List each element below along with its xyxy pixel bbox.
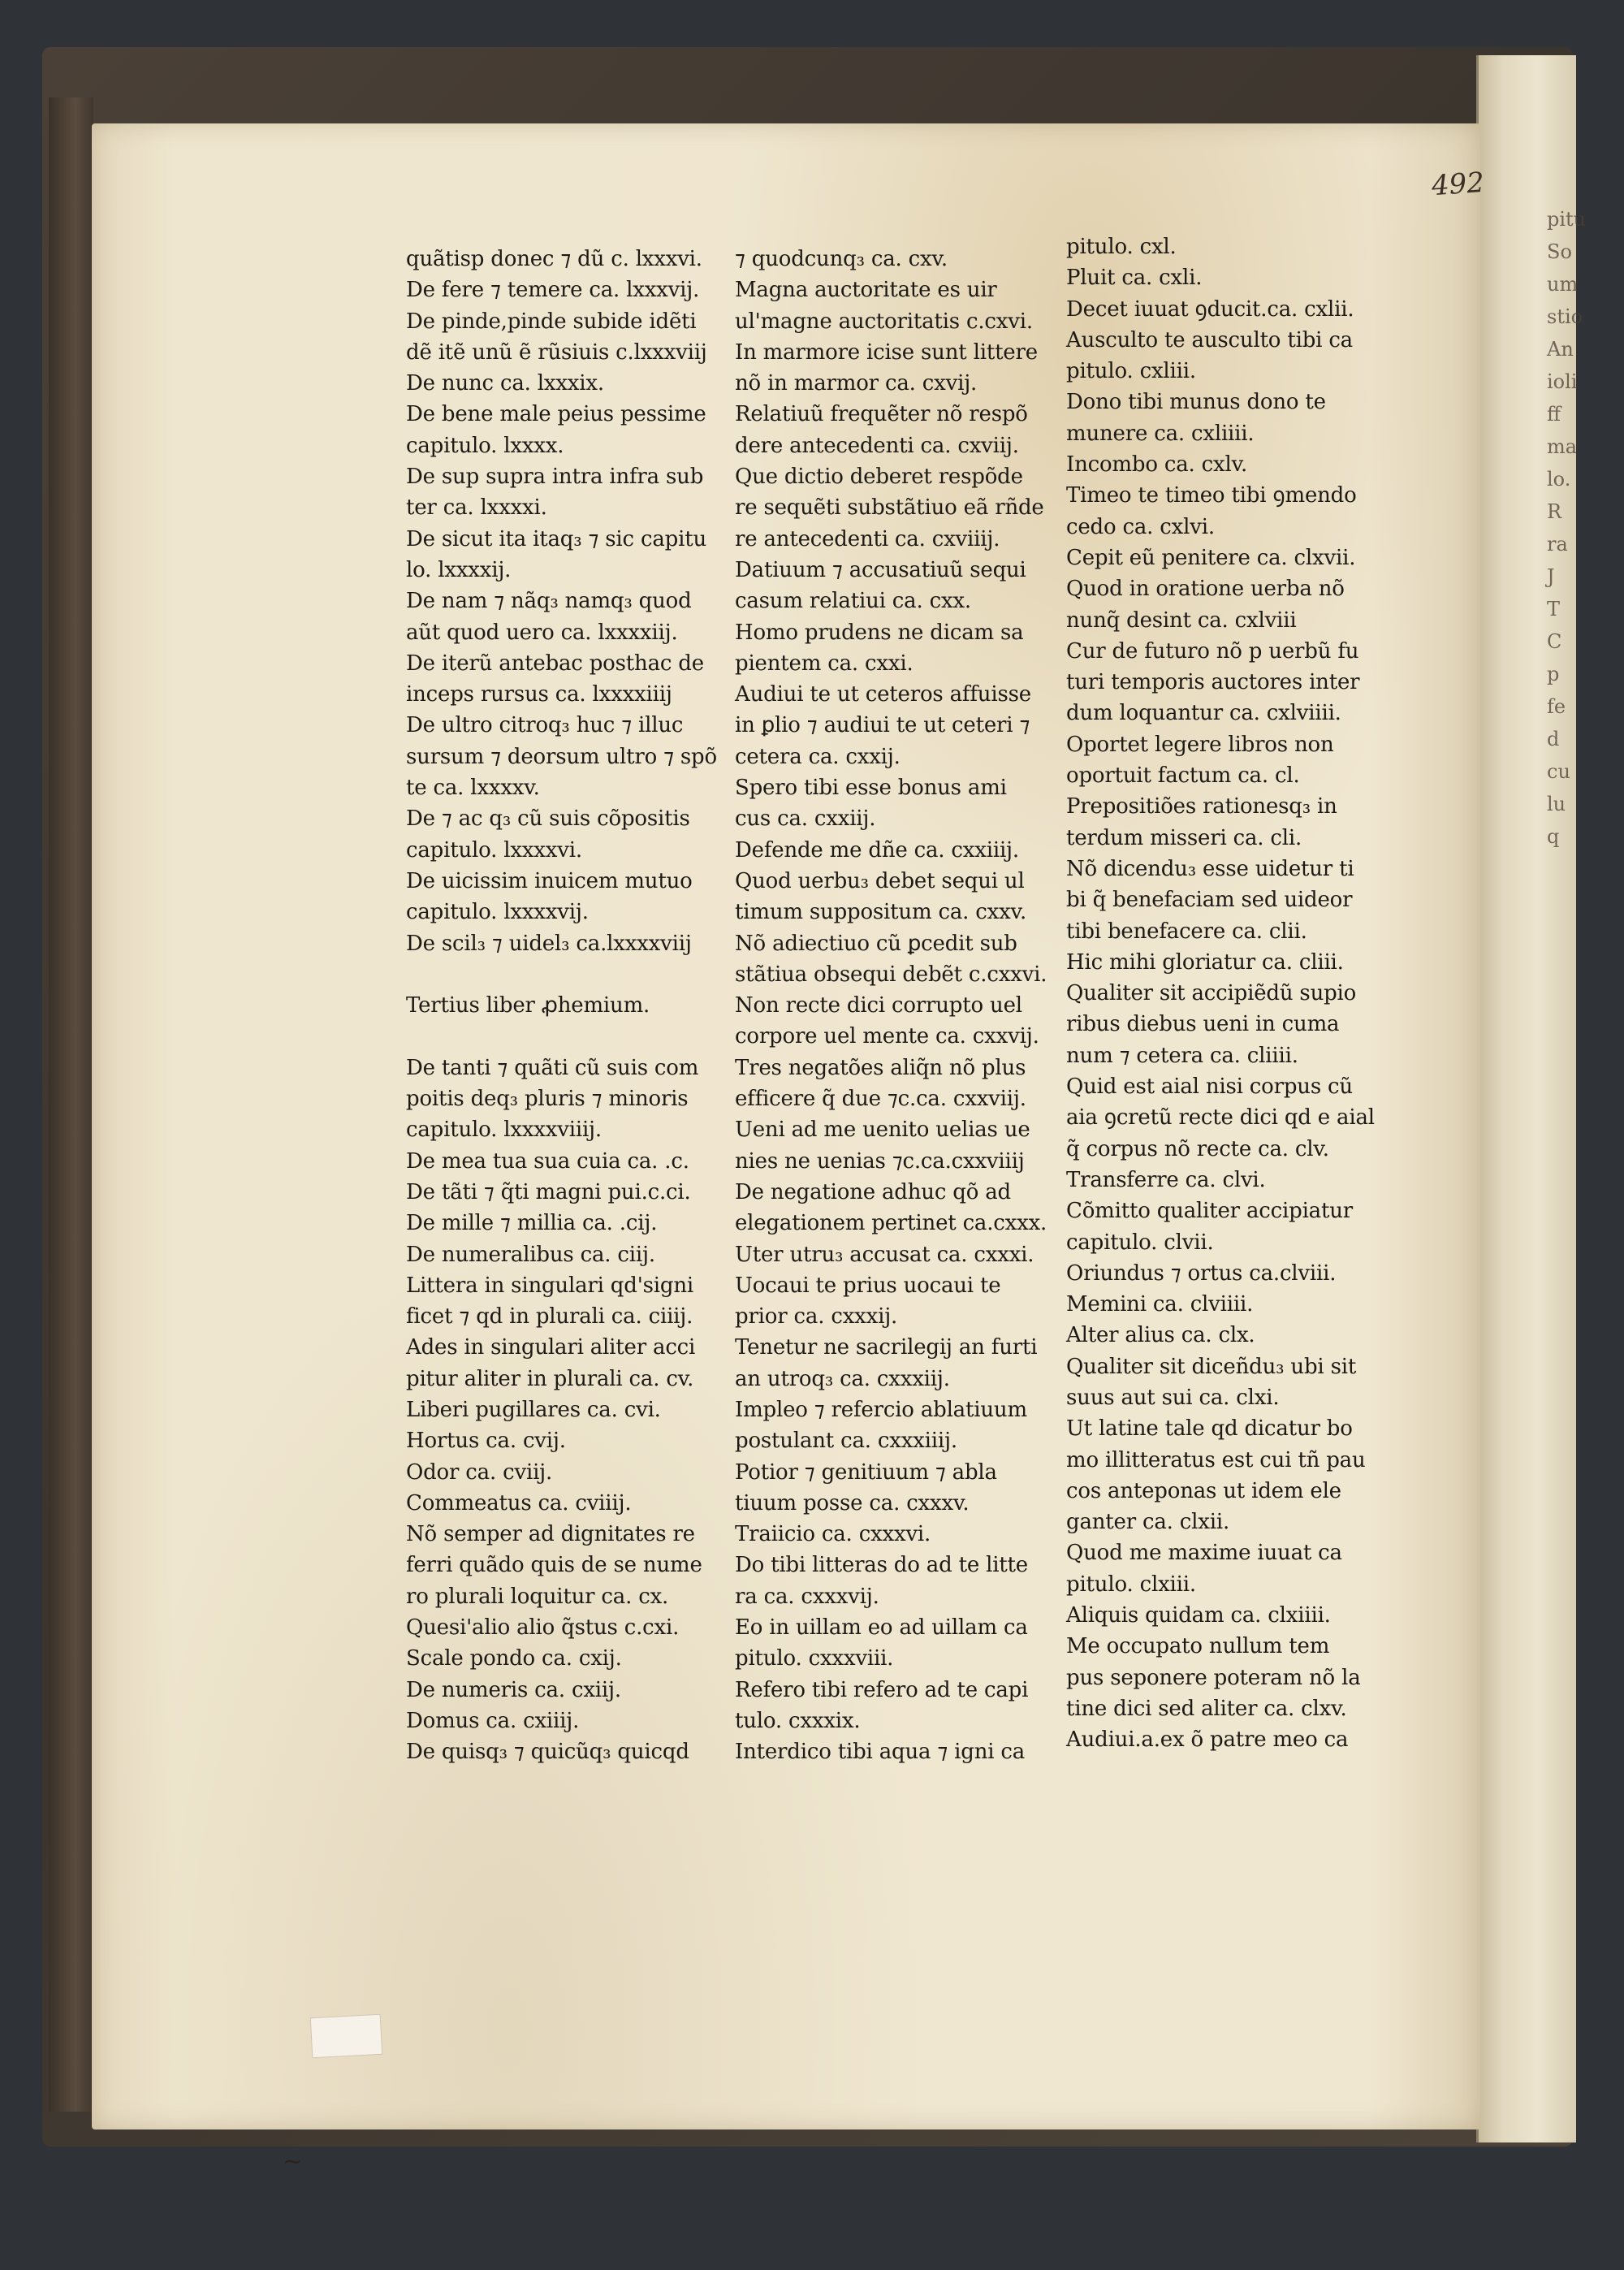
facing-page-letter: um [1547,273,1579,296]
index-entry-line: De fere ⁊ temere ca. lxxxvij. [406,278,700,303]
index-entry-line: De nam ⁊ nãq₃ namq₃ quod [406,589,692,614]
index-entry-line: De ⁊ ac q₃ cũ suis cõpositis [406,806,690,832]
index-entry-line: Homo prudens ne dicam sa [735,620,1024,645]
index-entry-line: Uocaui te prius uocaui te [735,1273,1001,1298]
index-entry-line: De sup supra intra infra sub [406,465,704,490]
index-entry-line: pientem ca. cxxi. [735,651,914,676]
blank-line [406,959,715,990]
index-entry-line: Pluit ca. cxli. [1066,266,1203,291]
facing-page-letter: d [1547,728,1560,750]
facing-page-letter: lo. [1547,468,1571,491]
index-entry-line: De mea tua sua cuia ca. .c. [406,1148,689,1174]
binding-leather-edge [49,97,93,2112]
index-entry-line: bi q̃ benefaciam sed uideor [1066,888,1353,913]
index-entry-line: Me occupato nullum tem [1066,1634,1330,1659]
index-entry-line: Oportet legere libros non [1066,732,1334,757]
index-column-1 [406,244,715,1768]
index-entry-line: Ueni ad me uenito uelias ue [735,1118,1030,1143]
index-entry-line: dẽ itẽ unũ ẽ rũsiuis c.lxxxviij [406,339,707,365]
facing-page-letter: ioli [1547,370,1578,393]
index-entry-line: capitulo. lxxxx. [406,433,564,458]
index-entry-line: Que dictio deberet respõde [735,465,1023,490]
index-entry-line: an utroq₃ ca. cxxxiij. [735,1366,950,1391]
index-entry-line: in ꝑlio ⁊ audiui te ut ceteri ⁊ [735,713,1030,738]
facing-page-letter: stio [1547,305,1583,328]
index-entry-line: Quod me maxime iuuat ca [1066,1541,1342,1566]
index-entry-line: capitulo. clvii. [1066,1230,1214,1255]
index-entry-line: cos anteponas ut idem ele [1066,1478,1341,1503]
index-entry-line: Spero tibi esse bonus ami [735,776,1007,801]
folio-number: 492 [1430,166,1486,203]
index-entry-line: Traiicio ca. cxxxvi. [735,1522,931,1547]
index-entry-line: capitulo. lxxxxviiij. [406,1118,602,1143]
index-entry-line: ra ca. cxxxvij. [735,1584,879,1609]
index-entry-line: oportuit factum ca. cl. [1066,763,1300,789]
index-entry-line: dere antecedenti ca. cxviij. [735,433,1019,458]
index-entry-line: Quid est aial nisi corpus cũ [1066,1074,1353,1100]
index-entry-line: Non recte dici corrupto uel [735,993,1022,1018]
facing-page-letter: ra [1547,533,1568,556]
index-entry-line: capitulo. lxxxxvij. [406,900,589,925]
index-entry-line: Nõ adiectiuo cũ ꝑcedit sub [735,931,1017,956]
index-entry-line: Hortus ca. cvij. [406,1429,566,1454]
index-entry-line: mo illitteratus est cui tñ pau [1066,1447,1366,1472]
index-entry-line: Commeatus ca. cviiij. [406,1490,632,1515]
index-entry-line: lo. lxxxxij. [406,557,512,582]
index-entry-line: nõ in marmor ca. cxvij. [735,371,978,396]
index-entry-line: Hic mihi gloriatur ca. cliii. [1066,949,1344,975]
index-entry-line: pitur aliter in plurali ca. cv. [406,1366,694,1391]
facing-page-letter: ma [1547,435,1578,458]
index-entry-line: q̃ corpus nõ recte ca. clv. [1066,1136,1329,1161]
index-entry-line: De quisq₃ ⁊ quicũq₃ quicqd [406,1740,689,1765]
index-entry-line: ribus diebus ueni in cuma [1066,1012,1340,1037]
index-entry-line: Qualiter sit accipiẽdũ supio [1066,981,1357,1006]
index-entry-line: Cepit eũ penitere ca. clxvii. [1066,545,1356,570]
index-entry-line: De scil₃ ⁊ uidel₃ ca.lxxxxviij [406,931,692,956]
index-entry-line: nies ne uenias ⁊c.ca.cxxviiij [735,1148,1025,1174]
index-entry-line: Dono tibi munus dono te [1066,390,1326,415]
index-entry-line: ganter ca. clxii. [1066,1510,1230,1535]
index-entry-line: re antecedenti ca. cxviiij. [735,526,1000,551]
index-entry-line: pitulo. cxliii. [1066,359,1196,384]
index-entry-line: inceps rursus ca. lxxxxiiij [406,682,672,707]
index-entry-line: ferri quãdo quis de se nume [406,1553,702,1578]
facing-page-letters [1547,203,1612,853]
index-entry-line: munere ca. cxliiii. [1066,421,1255,446]
margin-mark: ~ [283,2147,304,2176]
index-entry-line: Eo in uillam eo ad uillam ca [735,1615,1028,1641]
index-entry-line: De mille ⁊ millia ca. .cij. [406,1211,658,1236]
index-entry-line: Qualiter sit diceñdu₃ ubi sit [1066,1354,1357,1379]
facing-page-letter: cu [1547,760,1570,783]
index-entry-line: De numeralibus ca. ciij. [406,1242,655,1267]
index-entry-line: Scale pondo ca. cxij. [406,1646,622,1671]
index-entry-line: De tãti ⁊ q̃ti magni pui.c.ci. [406,1179,691,1204]
index-entry-line: te ca. lxxxxv. [406,776,540,801]
index-entry-line: De numeris ca. cxiij. [406,1677,621,1702]
facing-page-letter: R [1547,500,1562,523]
index-entry-line: Ades in singulari aliter acci [406,1335,696,1360]
index-entry-line: Quod uerbu₃ debet sequi ul [735,868,1025,893]
index-entry-line: Defende me dñe ca. cxxiiij. [735,837,1019,863]
index-entry-line: Nõ semper ad dignitates re [406,1522,695,1547]
index-entry-line: Quod in oratione uerba nõ [1066,577,1345,602]
index-entry-line: pitulo. clxiii. [1066,1572,1196,1597]
index-entry-line: casum relatiui ca. cxx. [735,589,971,614]
index-entry-line: pitulo. cxxxviii. [735,1646,894,1671]
index-entry-line: Cõmitto qualiter accipiatur [1066,1199,1354,1224]
index-entry-line: Tenetur ne sacrilegij an furti [735,1335,1038,1360]
index-entry-line: Alter alius ca. clx. [1066,1323,1255,1348]
facing-page-letter: T [1547,598,1561,620]
index-entry-line: tulo. cxxxix. [735,1708,861,1733]
index-entry-line: Littera in singulari qd'signi [406,1273,693,1298]
index-entry-line: elegationem pertinet ca.cxxx. [735,1211,1047,1236]
index-entry-line: num ⁊ cetera ca. cliiii. [1066,1043,1298,1068]
index-entry-line: De pinde,pinde subide idẽti [406,309,697,334]
index-entry-line: Do tibi litteras do ad te litte [735,1553,1028,1578]
index-entry-line: De nunc ca. lxxxix. [406,371,604,396]
index-entry-line: Nõ dicendu₃ esse uidetur ti [1066,856,1354,881]
index-entry-line: suus aut sui ca. clxi. [1066,1385,1280,1410]
index-entry-line: efficere q̃ due ⁊c.ca. cxxviij. [735,1087,1026,1112]
index-entry-line: De uicissim inuicem mutuo [406,868,693,893]
index-entry-line: cus ca. cxxiij. [735,806,876,832]
index-entry-line: De ultro citroq₃ huc ⁊ illuc [406,713,684,738]
index-entry-line: Refero tibi refero ad te capi [735,1677,1029,1702]
index-entry-line: ter ca. lxxxxi. [406,495,547,521]
index-entry-line: ficet ⁊ qd in plurali ca. ciiij. [406,1304,693,1330]
index-entry-line: Aliquis quidam ca. clxiiii. [1066,1603,1331,1628]
index-entry-line: Uter utru₃ accusat ca. cxxxi. [735,1242,1034,1267]
facing-page-letter: q [1547,825,1560,848]
index-entry-line: Incombo ca. cxlv. [1066,452,1248,478]
index-entry-line: sursum ⁊ deorsum ultro ⁊ spõ [406,744,717,769]
facing-page-letter: fe [1547,695,1566,718]
index-entry-line: dum loquantur ca. cxlviiii. [1066,701,1341,726]
index-entry-line: Ausculto te ausculto tibi ca [1066,327,1353,352]
index-entry-line: Ut latine tale qd dicatur bo [1066,1416,1353,1442]
index-entry-line: tibi benefacere ca. clii. [1066,919,1307,944]
facing-page-letter: pitu [1547,208,1587,231]
index-entry-line: pitulo. cxl. [1066,235,1177,259]
facing-page-letter: p [1547,663,1560,685]
index-entry-line: tiuum posse ca. cxxxv. [735,1490,970,1515]
index-entry-line: Liberi pugillares ca. cvi. [406,1397,661,1422]
index-entry-line: Impleo ⁊ refercio ablatiuum [735,1397,1027,1422]
index-column-3 [1066,231,1375,1756]
index-entry-line: corpore uel mente ca. cxxvij. [735,1024,1039,1049]
index-entry-line: re sequẽti substãtiuo eã rñde [735,495,1044,521]
index-entry-line: ul'magne auctoritatis c.cxvi. [735,309,1033,334]
index-entry-line: Tres negatões aliq̃n nõ plus [735,1055,1026,1080]
index-entry-line: turi temporis auctores inter [1066,670,1360,695]
index-entry-line: De negatione adhuc qõ ad [735,1179,1011,1204]
facing-page-letter: J [1547,565,1555,588]
index-entry-line: aũt quod uero ca. lxxxxiij. [406,620,678,645]
index-entry-line: Cur de futuro nõ p uerbũ fu [1066,638,1359,664]
facing-page-letter: An [1547,338,1574,361]
index-entry-line: De tanti ⁊ quãti cũ suis com [406,1055,699,1080]
index-entry-line: Transferre ca. clvi. [1066,1167,1266,1192]
index-entry-line: Potior ⁊ genitiuum ⁊ abla [735,1459,997,1485]
index-entry-line: cedo ca. cxlvi. [1066,514,1215,539]
index-entry-line: De iterũ antebac posthac de [406,651,704,676]
index-entry-line: Interdico tibi aqua ⁊ igni ca [735,1740,1026,1765]
facing-page-letter: ff [1547,403,1561,426]
index-entry-line: terdum misseri ca. cli. [1066,825,1302,850]
index-entry-line: Audiui.a.ex õ patre meo ca [1066,1727,1349,1753]
index-entry-line: quãtisp donec ⁊ dũ c. lxxxvi. [406,247,702,271]
index-entry-line: poitis deq₃ pluris ⁊ minoris [406,1087,689,1112]
index-entry-line: In marmore icise sunt littere [735,339,1038,365]
index-entry-line: De bene male peius pessime [406,402,706,427]
index-entry-line: Odor ca. cviij. [406,1459,553,1485]
blank-line [406,1021,715,1052]
index-entry-line: ro plurali loquitur ca. cx. [406,1584,669,1609]
index-entry-line: aia ꝯcretũ recte dici qd e aial [1066,1105,1375,1131]
index-column-2 [735,244,1047,1768]
index-entry-line: Oriundus ⁊ ortus ca.clviii. [1066,1260,1337,1286]
index-entry-line: Datiuum ⁊ accusatiuũ sequi [735,557,1026,582]
index-entry-line: Relatiuũ frequẽter nõ respõ [735,402,1028,427]
facing-page-letter: So [1547,240,1572,263]
index-entry-line: Domus ca. cxiiij. [406,1708,580,1733]
index-entry-line: capitulo. lxxxxvi. [406,837,582,863]
index-entry-line: prior ca. cxxxij. [735,1304,898,1330]
index-entry-line: Prepositiões rationesq₃ in [1066,794,1337,819]
index-entry-line: Timeo te timeo tibi ꝯmendo [1066,483,1357,508]
index-entry-line: cetera ca. cxxij. [735,744,901,769]
index-entry-line: ⁊ quodcunq₃ ca. cxv. [735,247,948,271]
index-entry-line: postulant ca. cxxxiiij. [735,1429,957,1454]
index-entry-line: De sicut ita itaq₃ ⁊ sic capitu [406,526,706,551]
index-entry-line: tine dici sed aliter ca. clxv. [1066,1696,1347,1721]
paper-repair-tab [310,2014,382,2058]
facing-page-letter: C [1547,630,1562,653]
index-entry-line: nunq̃ desint ca. cxlviii [1066,607,1297,633]
index-entry-line: timum suppositum ca. cxxv. [735,900,1027,925]
index-entry-line: Tertius liber ꝓhemium. [406,993,650,1018]
index-entry-line: Memini ca. clviiii. [1066,1292,1254,1317]
index-entry-line: pus seponere poteram nõ la [1066,1665,1361,1690]
index-entry-line: Magna auctoritate es uir [735,278,997,303]
index-entry-line: Audiui te ut ceteros affuisse [735,682,1031,707]
index-entry-line: Quesi'alio alio q̃stus c.cxi. [406,1615,680,1641]
index-entry-line: Decet iuuat ꝯducit.ca. cxlii. [1066,296,1354,322]
facing-page-letter: lu [1547,793,1566,815]
index-entry-line: stãtiua obsequi debẽt c.cxxvi. [735,962,1047,987]
